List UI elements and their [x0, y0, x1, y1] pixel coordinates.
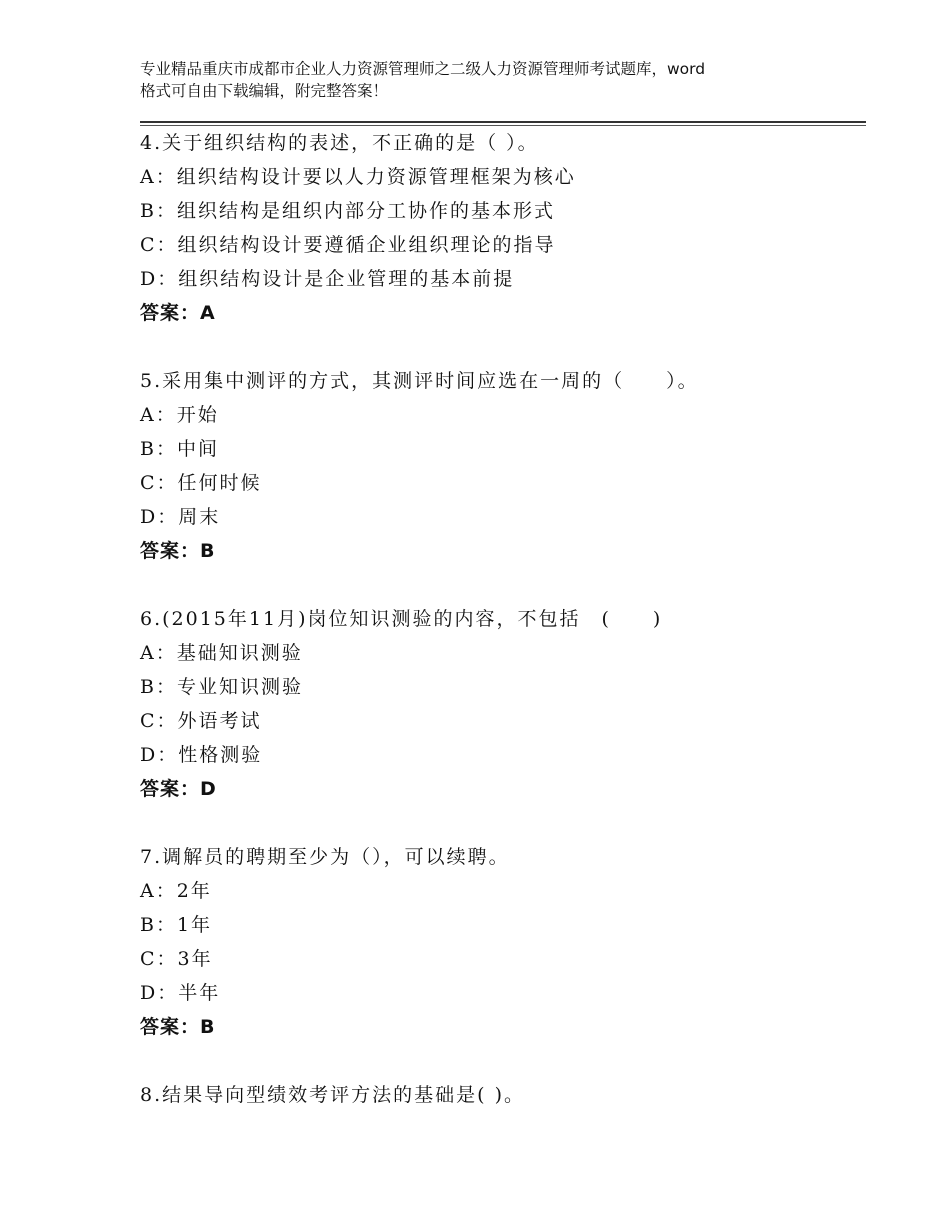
option-b: B：1年 — [140, 914, 213, 936]
option-a: A：开始 — [140, 404, 219, 426]
question-stem: 5.采用集中测评的方式，其测评时间应选在一周的（ ）。 — [140, 370, 699, 392]
question-item — [140, 364, 866, 568]
question-stem: 4.关于组织结构的表述，不正确的是（ ）。 — [140, 132, 539, 154]
option-a: A：基础知识测验 — [140, 642, 303, 664]
header-divider-thick — [140, 121, 866, 123]
question-item — [140, 126, 866, 330]
document-header — [140, 58, 840, 102]
header-line-2: 格式可自由下载编辑，附完整答案！ — [140, 82, 389, 100]
answer-line: 答案：B — [140, 1016, 216, 1038]
question-item — [140, 840, 866, 1044]
answer-line: 答案：D — [140, 778, 217, 800]
header-line-1: 专业精品重庆市成都市企业人力资源管理师之二级人力资源管理师考试题库，word — [140, 60, 706, 78]
question-stem: 7.调解员的聘期至少为（），可以续聘。 — [140, 846, 510, 868]
option-b: B：专业知识测验 — [140, 676, 303, 698]
question-item — [140, 602, 866, 806]
option-c: C：外语考试 — [140, 710, 262, 732]
question-stem: 6.(2015年11月)岗位知识测验的内容，不包括 ( ) — [140, 608, 663, 630]
option-d: D：半年 — [140, 982, 221, 1004]
option-d: D：组织结构设计是企业管理的基本前提 — [140, 268, 515, 290]
answer-line: 答案：A — [140, 302, 216, 324]
option-a: A：组织结构设计要以人力资源管理框架为核心 — [140, 166, 576, 188]
option-d: D：性格测验 — [140, 744, 263, 766]
question-stem: 8.结果导向型绩效考评方法的基础是( )。 — [140, 1084, 525, 1106]
question-spacer — [140, 330, 866, 364]
answer-line: 答案：B — [140, 540, 216, 562]
option-b: B：中间 — [140, 438, 219, 460]
question-spacer — [140, 568, 866, 602]
question-item — [140, 1078, 866, 1112]
option-a: A：2年 — [140, 880, 212, 902]
option-b: B：组织结构是组织内部分工协作的基本形式 — [140, 200, 555, 222]
option-c: C：任何时候 — [140, 472, 262, 494]
option-d: D：周末 — [140, 506, 221, 528]
option-c: C：组织结构设计要遵循企业组织理论的指导 — [140, 234, 556, 256]
option-c: C：3年 — [140, 948, 213, 970]
question-spacer — [140, 806, 866, 840]
question-spacer — [140, 1044, 866, 1078]
question-list — [140, 126, 866, 1112]
